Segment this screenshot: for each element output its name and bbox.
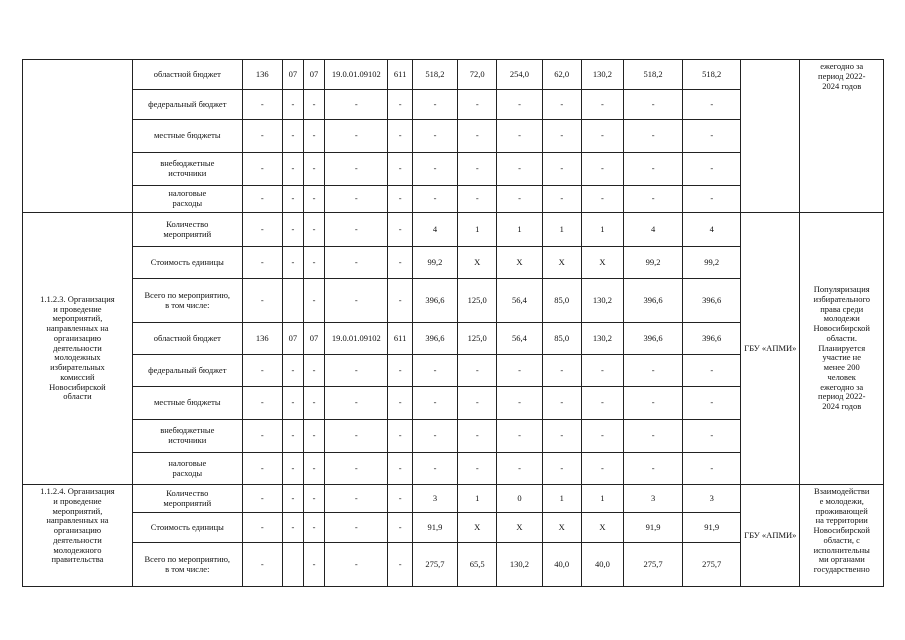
value-cell: - bbox=[282, 453, 303, 485]
expected-result-cell: ежегодно за период 2022- 2024 годов bbox=[800, 60, 884, 213]
value-cell: - bbox=[624, 453, 683, 485]
value-cell: - bbox=[388, 543, 412, 587]
value-cell: - bbox=[412, 355, 457, 387]
value-cell: 62,0 bbox=[542, 60, 581, 90]
value-cell: - bbox=[388, 120, 412, 153]
value-cell: - bbox=[388, 153, 412, 186]
value-cell: - bbox=[282, 247, 303, 279]
value-cell: - bbox=[388, 513, 412, 543]
value-cell: - bbox=[303, 387, 324, 420]
value-cell: - bbox=[388, 186, 412, 213]
source-label-cell: Количество мероприятий bbox=[132, 485, 242, 513]
value-cell: - bbox=[303, 186, 324, 213]
value-cell: - bbox=[303, 513, 324, 543]
table-row bbox=[23, 213, 884, 247]
value-cell: 1 bbox=[458, 213, 497, 247]
value-cell: - bbox=[303, 120, 324, 153]
value-cell: - bbox=[624, 355, 683, 387]
value-cell: 130,2 bbox=[581, 323, 623, 355]
value-cell: 4 bbox=[412, 213, 457, 247]
value-cell: - bbox=[303, 247, 324, 279]
value-cell: - bbox=[497, 420, 542, 453]
value-cell: - bbox=[325, 90, 388, 120]
source-label-cell: местные бюджеты bbox=[132, 120, 242, 153]
value-cell: - bbox=[242, 153, 282, 186]
value-cell: - bbox=[325, 186, 388, 213]
value-cell: 99,2 bbox=[412, 247, 457, 279]
value-cell: 125,0 bbox=[458, 323, 497, 355]
value-cell: 85,0 bbox=[542, 323, 581, 355]
value-cell: 125,0 bbox=[458, 279, 497, 323]
value-cell: - bbox=[325, 513, 388, 543]
value-cell: 99,2 bbox=[683, 247, 741, 279]
source-label-cell: внебюджетные источники bbox=[132, 420, 242, 453]
value-cell: - bbox=[683, 90, 741, 120]
value-cell: - bbox=[388, 453, 412, 485]
value-cell: 518,2 bbox=[624, 60, 683, 90]
value-cell: - bbox=[282, 120, 303, 153]
value-cell: - bbox=[388, 90, 412, 120]
value-cell: - bbox=[542, 120, 581, 153]
value-cell: - bbox=[497, 387, 542, 420]
value-cell: Х bbox=[458, 247, 497, 279]
value-cell: - bbox=[325, 153, 388, 186]
value-cell: 518,2 bbox=[412, 60, 457, 90]
program-activities-table bbox=[22, 59, 884, 587]
value-cell: 136 bbox=[242, 323, 282, 355]
value-cell: 4 bbox=[683, 213, 741, 247]
value-cell: - bbox=[412, 153, 457, 186]
value-cell: 130,2 bbox=[497, 543, 542, 587]
value-cell: - bbox=[624, 153, 683, 186]
value-cell: - bbox=[282, 90, 303, 120]
value-cell: 275,7 bbox=[624, 543, 683, 587]
value-cell: 396,6 bbox=[412, 323, 457, 355]
value-cell: - bbox=[388, 485, 412, 513]
executor-cell: ГБУ «АПМИ» bbox=[741, 213, 800, 485]
value-cell: - bbox=[412, 186, 457, 213]
value-cell: - bbox=[303, 279, 324, 323]
value-cell: 1 bbox=[581, 485, 623, 513]
value-cell: - bbox=[458, 355, 497, 387]
value-cell: 611 bbox=[388, 60, 412, 90]
value-cell: 1 bbox=[581, 213, 623, 247]
value-cell: - bbox=[388, 247, 412, 279]
value-cell: 396,6 bbox=[683, 279, 741, 323]
value-cell: - bbox=[325, 279, 388, 323]
value-cell: - bbox=[542, 186, 581, 213]
value-cell: - bbox=[412, 120, 457, 153]
source-label-cell: областной бюджет bbox=[132, 323, 242, 355]
value-cell: - bbox=[683, 186, 741, 213]
value-cell: - bbox=[303, 153, 324, 186]
value-cell bbox=[282, 543, 303, 587]
value-cell: - bbox=[542, 420, 581, 453]
value-cell: 3 bbox=[683, 485, 741, 513]
value-cell: - bbox=[242, 279, 282, 323]
value-cell: - bbox=[303, 355, 324, 387]
value-cell: Х bbox=[542, 247, 581, 279]
value-cell: - bbox=[624, 120, 683, 153]
value-cell: - bbox=[458, 153, 497, 186]
value-cell: Х bbox=[581, 513, 623, 543]
value-cell: - bbox=[282, 355, 303, 387]
value-cell: 3 bbox=[412, 485, 457, 513]
value-cell: Х bbox=[497, 513, 542, 543]
source-label-cell: налоговые расходы bbox=[132, 453, 242, 485]
value-cell: - bbox=[683, 453, 741, 485]
value-cell: 1 bbox=[458, 485, 497, 513]
value-cell: - bbox=[325, 420, 388, 453]
source-label-cell: налоговые расходы bbox=[132, 186, 242, 213]
value-cell: 3 bbox=[624, 485, 683, 513]
value-cell: - bbox=[581, 355, 623, 387]
value-cell: - bbox=[412, 420, 457, 453]
value-cell: - bbox=[581, 420, 623, 453]
value-cell: - bbox=[325, 485, 388, 513]
value-cell: - bbox=[683, 355, 741, 387]
value-cell: - bbox=[683, 420, 741, 453]
value-cell: - bbox=[388, 420, 412, 453]
value-cell: 91,9 bbox=[412, 513, 457, 543]
value-cell: - bbox=[458, 186, 497, 213]
value-cell: 91,9 bbox=[624, 513, 683, 543]
value-cell: 396,6 bbox=[412, 279, 457, 323]
executor-cell bbox=[741, 60, 800, 213]
value-cell: - bbox=[303, 420, 324, 453]
value-cell: 72,0 bbox=[458, 60, 497, 90]
value-cell: - bbox=[325, 247, 388, 279]
value-cell: 56,4 bbox=[497, 323, 542, 355]
activity-name-cell bbox=[23, 60, 133, 213]
value-cell: - bbox=[542, 387, 581, 420]
value-cell: - bbox=[624, 387, 683, 420]
value-cell: - bbox=[282, 485, 303, 513]
value-cell: - bbox=[458, 420, 497, 453]
value-cell: 1 bbox=[497, 213, 542, 247]
value-cell: - bbox=[412, 453, 457, 485]
value-cell: 275,7 bbox=[683, 543, 741, 587]
value-cell bbox=[282, 279, 303, 323]
value-cell: - bbox=[282, 513, 303, 543]
value-cell: 07 bbox=[282, 60, 303, 90]
value-cell: 611 bbox=[388, 323, 412, 355]
value-cell: - bbox=[458, 453, 497, 485]
value-cell: - bbox=[303, 543, 324, 587]
value-cell: - bbox=[303, 453, 324, 485]
value-cell: - bbox=[242, 355, 282, 387]
value-cell: 19.0.01.09102 bbox=[325, 60, 388, 90]
value-cell: 396,6 bbox=[624, 279, 683, 323]
value-cell: - bbox=[325, 543, 388, 587]
value-cell: - bbox=[542, 453, 581, 485]
value-cell: 396,6 bbox=[683, 323, 741, 355]
value-cell: - bbox=[303, 485, 324, 513]
value-cell: - bbox=[624, 186, 683, 213]
source-label-cell: Всего по мероприятию, в том числе: bbox=[132, 279, 242, 323]
value-cell: - bbox=[581, 90, 623, 120]
value-cell: 85,0 bbox=[542, 279, 581, 323]
value-cell: - bbox=[282, 420, 303, 453]
source-label-cell: внебюджетные источники bbox=[132, 153, 242, 186]
value-cell: - bbox=[325, 387, 388, 420]
source-label-cell: областной бюджет bbox=[132, 60, 242, 90]
value-cell: 130,2 bbox=[581, 279, 623, 323]
value-cell: 396,6 bbox=[624, 323, 683, 355]
value-cell: - bbox=[325, 355, 388, 387]
value-cell: - bbox=[497, 453, 542, 485]
value-cell: - bbox=[581, 153, 623, 186]
value-cell: 07 bbox=[282, 323, 303, 355]
value-cell: 07 bbox=[303, 323, 324, 355]
activity-name-cell: 1.1.2.4. Организация и проведение мероприятий, направленных на организацию деятельности молодежного правительства bbox=[23, 485, 133, 587]
value-cell: - bbox=[497, 90, 542, 120]
value-cell: - bbox=[581, 120, 623, 153]
value-cell: - bbox=[542, 153, 581, 186]
value-cell: - bbox=[497, 186, 542, 213]
value-cell: - bbox=[497, 153, 542, 186]
value-cell: - bbox=[325, 120, 388, 153]
source-label-cell: местные бюджеты bbox=[132, 387, 242, 420]
source-label-cell: Всего по мероприятию, в том числе: bbox=[132, 543, 242, 587]
value-cell: - bbox=[497, 355, 542, 387]
value-cell: - bbox=[242, 387, 282, 420]
value-cell: - bbox=[325, 213, 388, 247]
value-cell: - bbox=[683, 153, 741, 186]
value-cell: - bbox=[497, 120, 542, 153]
source-label-cell: федеральный бюджет bbox=[132, 355, 242, 387]
value-cell: - bbox=[325, 453, 388, 485]
value-cell: - bbox=[624, 90, 683, 120]
value-cell: Х bbox=[458, 513, 497, 543]
value-cell: 99,2 bbox=[624, 247, 683, 279]
value-cell: - bbox=[282, 213, 303, 247]
value-cell: - bbox=[242, 213, 282, 247]
value-cell: 136 bbox=[242, 60, 282, 90]
value-cell: - bbox=[683, 387, 741, 420]
value-cell: - bbox=[458, 387, 497, 420]
source-label-cell: Стоимость единицы bbox=[132, 247, 242, 279]
value-cell: 19.0.01.09102 bbox=[325, 323, 388, 355]
source-label-cell: федеральный бюджет bbox=[132, 90, 242, 120]
value-cell: - bbox=[388, 213, 412, 247]
value-cell: 4 bbox=[624, 213, 683, 247]
table-row bbox=[23, 485, 884, 513]
value-cell: - bbox=[542, 90, 581, 120]
value-cell: - bbox=[282, 387, 303, 420]
value-cell: Х bbox=[581, 247, 623, 279]
value-cell: - bbox=[303, 90, 324, 120]
value-cell: - bbox=[242, 420, 282, 453]
value-cell: - bbox=[581, 186, 623, 213]
value-cell: 40,0 bbox=[542, 543, 581, 587]
value-cell: - bbox=[303, 213, 324, 247]
value-cell: - bbox=[458, 120, 497, 153]
value-cell: - bbox=[542, 355, 581, 387]
value-cell: - bbox=[388, 387, 412, 420]
value-cell: - bbox=[458, 90, 497, 120]
value-cell: - bbox=[581, 453, 623, 485]
value-cell: 0 bbox=[497, 485, 542, 513]
value-cell: 56,4 bbox=[497, 279, 542, 323]
value-cell: 275,7 bbox=[412, 543, 457, 587]
value-cell: 40,0 bbox=[581, 543, 623, 587]
value-cell: 1 bbox=[542, 213, 581, 247]
value-cell: - bbox=[242, 543, 282, 587]
activity-name-cell: 1.1.2.3. Организация и проведение мероприятий, направленных на организацию деятельности молодежных избирательных комиссий Новосибирской области bbox=[23, 213, 133, 485]
value-cell: - bbox=[388, 355, 412, 387]
value-cell: - bbox=[242, 453, 282, 485]
value-cell: 91,9 bbox=[683, 513, 741, 543]
value-cell: - bbox=[412, 90, 457, 120]
value-cell: Х bbox=[542, 513, 581, 543]
value-cell: 518,2 bbox=[683, 60, 741, 90]
value-cell: - bbox=[242, 485, 282, 513]
value-cell: - bbox=[242, 186, 282, 213]
value-cell: - bbox=[242, 513, 282, 543]
value-cell: - bbox=[282, 186, 303, 213]
value-cell: 65,5 bbox=[458, 543, 497, 587]
value-cell: - bbox=[581, 387, 623, 420]
table-row bbox=[23, 60, 884, 90]
value-cell: - bbox=[412, 387, 457, 420]
expected-result-cell: Взаимодействи е молодежи, проживающей на территории Новосибирской области, с исполнительны ми органами государственно bbox=[800, 485, 884, 587]
value-cell: 1 bbox=[542, 485, 581, 513]
value-cell: - bbox=[624, 420, 683, 453]
expected-result-cell: Популяризация избирательного права среди молодежи Новосибирской области. Планируется участие не менее 200 человек ежегодно за период 2022- 2024 годов bbox=[800, 213, 884, 485]
value-cell: 07 bbox=[303, 60, 324, 90]
source-label-cell: Стоимость единицы bbox=[132, 513, 242, 543]
executor-cell: ГБУ «АПМИ» bbox=[741, 485, 800, 587]
value-cell: - bbox=[282, 153, 303, 186]
value-cell: - bbox=[683, 120, 741, 153]
value-cell: - bbox=[242, 247, 282, 279]
source-label-cell: Количество мероприятий bbox=[132, 213, 242, 247]
value-cell: - bbox=[388, 279, 412, 323]
value-cell: Х bbox=[497, 247, 542, 279]
value-cell: 254,0 bbox=[497, 60, 542, 90]
value-cell: - bbox=[242, 90, 282, 120]
value-cell: 130,2 bbox=[581, 60, 623, 90]
value-cell: - bbox=[242, 120, 282, 153]
